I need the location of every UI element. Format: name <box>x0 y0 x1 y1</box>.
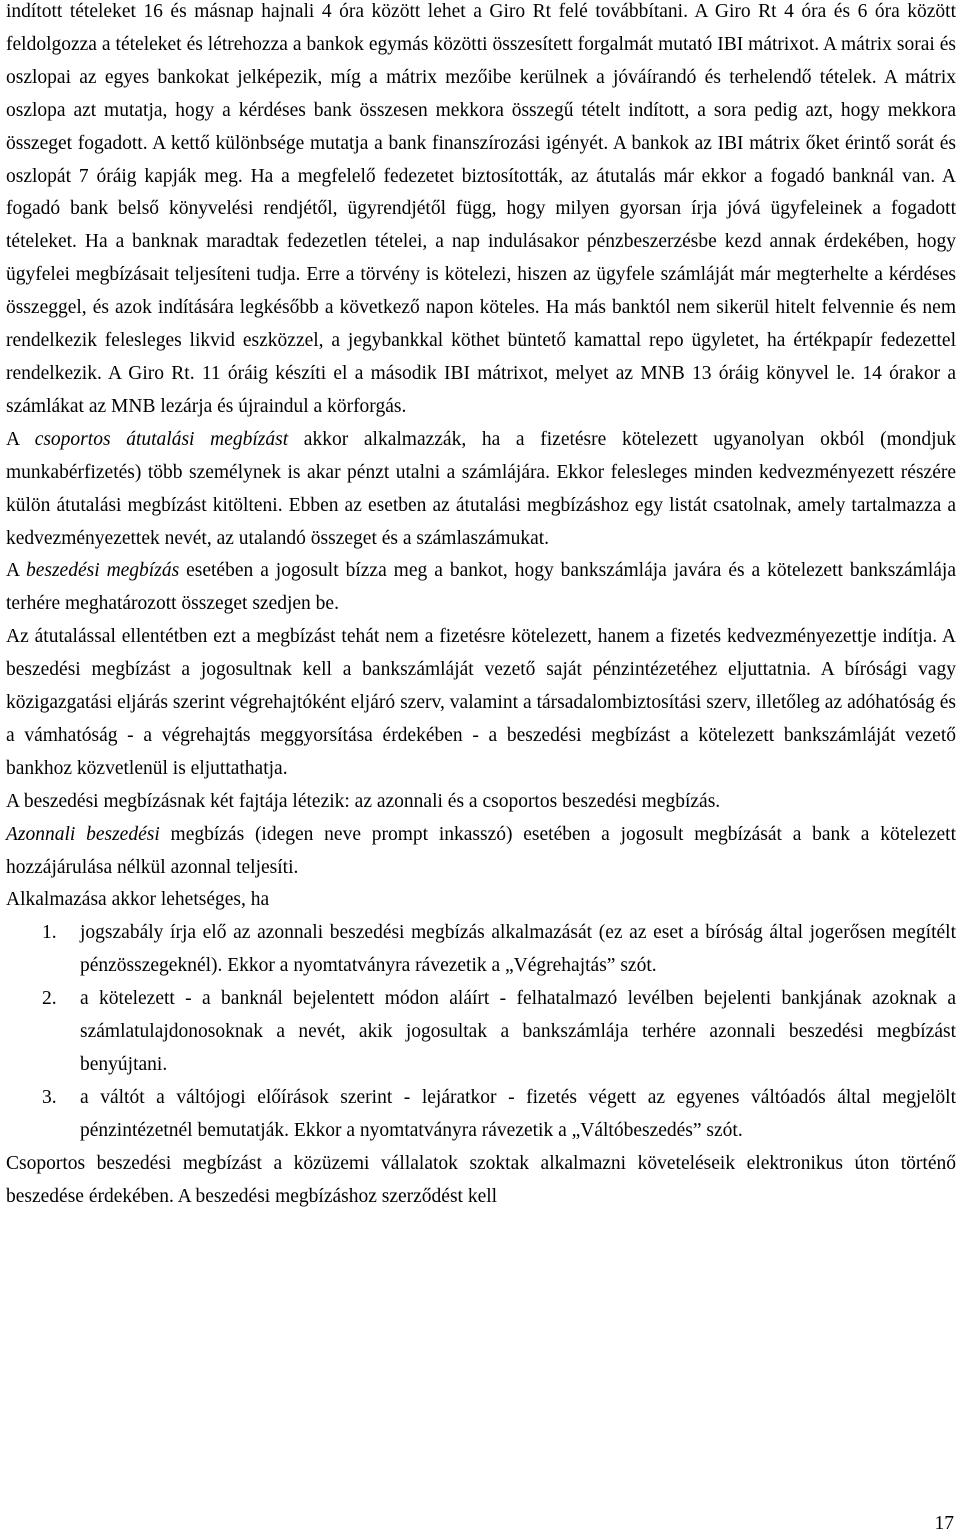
text-run: A <box>6 560 26 582</box>
paragraph <box>6 0 956 424</box>
list-item <box>6 917 956 983</box>
emphasized-term: csoportos átutalási megbízást <box>34 428 289 450</box>
paragraph <box>6 884 956 917</box>
paragraph <box>6 621 956 786</box>
text-run: indított tételeket 16 és másnap hajnali 4 óra között lehet a Giro Rt felé továbbítani. A Giro Rt 4 óra és 6 óra között feldolgozza a tételeket és létrehozza a bankok egymás közötti összesített forgalmát mutató IBI mátrixot. A mátrix sorai és oszlopai az egyes bankokat jelképezik, míg a mátrix mezőibe kerülnek a jóváírandó és terhelendő tételek. A mátrix oszlopa azt mutatja, hogy a kérdéses bank összesen mekkora összegű tételt indított, a sora pedig azt, hogy mekkora összeget fogadott. A kettő különbsége mutatja a bank finanszírozási igényét. A bankok az IBI mátrix őket érintő sorát és oszlopát 7 óráig kapják meg. Ha a megfelelő fedezetet biztosították, az átutalás már ekkor a fogadó banknál van. A fogadó bank belső könyvelési rendjétől, ügyrendjétől függ, hogy milyen gyorsan írja jóvá ügyfeleinek a fogadott tételeket. Ha a banknak maradtak fedezetlen tételei, a nap indulásakor pénzbeszerzésbe kezd annak érdekében, hogy ügyfelei megbízásait teljesíteni tudja. Erre a törvény is kötelezi, hiszen az ügyfele számláját már megterhelte a kérdéses összeggel, és azok indítására legkésőbb a következő napon köteles. Ha más banktól nem sikerül hitelt felvennie és nem rendelkezik felesleges likvid eszközzel, a jegybankkal köthet büntető kamattal repo ügyletet, ha értékpapír fedezettel rendelkezik. A Giro Rt. 11 óráig készíti el a második IBI mátrixot, melyet az MNB 13 óráig könyvel le. 14 órakor a számlákat az MNB lezárja és újraindul a körforgás. <box>6 1 956 417</box>
list-item <box>6 1082 956 1148</box>
text-run: A beszedési megbízásnak két fajtája létezik: az azonnali és a csoportos beszedési megbízás. <box>6 790 721 812</box>
list-item-text: jogszabály írja elő az azonnali beszedési megbízás alkalmazását (ez az eset a bíróság által jogerősen megítélt pénzösszegeknél). Ekkor a nyomtatványra rávezetik a „Végrehajtás” szót. <box>80 922 956 977</box>
paragraph <box>6 786 956 819</box>
closing-paragraph: Csoportos beszedési megbízást a közüzemi vállalatok szoktak alkalmazni követeléseik elektronikus úton történő beszedése érdekében. A beszedési megbízáshoz szerződést kell <box>6 1152 956 1207</box>
list-item-number: 2. <box>42 988 57 1010</box>
list-item <box>6 983 956 1082</box>
page-number: 17 <box>934 1513 954 1534</box>
text-run: A <box>6 428 35 450</box>
paragraphs <box>6 0 956 917</box>
text-run: Alkalmazása akkor lehetséges, ha <box>6 889 270 911</box>
text-run: megbízás (idegen neve prompt inkasszó) esetében a jogosult megbízását a bank a kötelezett hozzájárulása nélkül azonnal teljesíti. <box>6 823 957 878</box>
numbered-list <box>6 917 956 1147</box>
text-run: esetében a jogosult bízza meg a bankot, hogy bankszámlája javára és a kötelezett bankszámlája terhére meghatározott összeget szedjen be. <box>6 560 956 615</box>
text-run: akkor alkalmazzák, ha a fizetésre kötelezett ugyanolyan okból (mondjuk munkabérfizetés) több személynek is akar pénzt utalni a számlájára. Ekkor felesleges minden kedvezményezett részére külön átutalási megbízást kitölteni. Ebben az esetben az átutalási megbízáshoz egy listát csatolnak, amely tartalmazza a kedvezményezettek nevét, az utalandó összeget és a számlaszámukat. <box>6 428 956 549</box>
list-item-text: a kötelezett - a banknál bejelentett módon aláírt - felhatalmazó levélben bejelenti bankjának azoknak a számlatulajdonosoknak a nevét, akik jogosultak a bankszámlája terhére azonnali beszedési megbízást benyújtani. <box>80 988 956 1075</box>
emphasized-term: beszedési megbízás <box>25 560 180 582</box>
emphasized-term: Azonnali beszedési <box>6 823 160 845</box>
body-text <box>6 0 956 1214</box>
list-item-number: 1. <box>42 922 57 944</box>
text-run: Az átutalással ellentétben ezt a megbízást tehát nem a fizetésre kötelezett, hanem a fizetés kedvezményezettje indítja. A beszedési megbízást a jogosultnak kell a bankszámláját vezető saját pénzintézetéhez eljuttatnia. A bírósági vagy közigazgatási eljárás szerint végrehajtóként eljáró szerv, valamint a társadalombiztosítási szerv, illetőleg az adóhatóság és a vámhatóság - a végrehajtás meggyorsítása érdekében - a beszedési megbízást a kötelezett bankszámláját vezető bankhoz közvetlenül is eljuttathatja. <box>6 626 956 779</box>
paragraph <box>6 424 956 556</box>
paragraph <box>6 819 956 885</box>
list-item-number: 3. <box>42 1086 57 1108</box>
list-item-text: a váltót a váltójogi előírások szerint - lejáratkor - fizetés végett az egyenes váltóadós által megjelölt pénzintézetnél bemutatják. Ekkor a nyomtatványra rávezetik a „Váltóbeszedés” szót. <box>80 1086 956 1141</box>
paragraph <box>6 555 956 621</box>
